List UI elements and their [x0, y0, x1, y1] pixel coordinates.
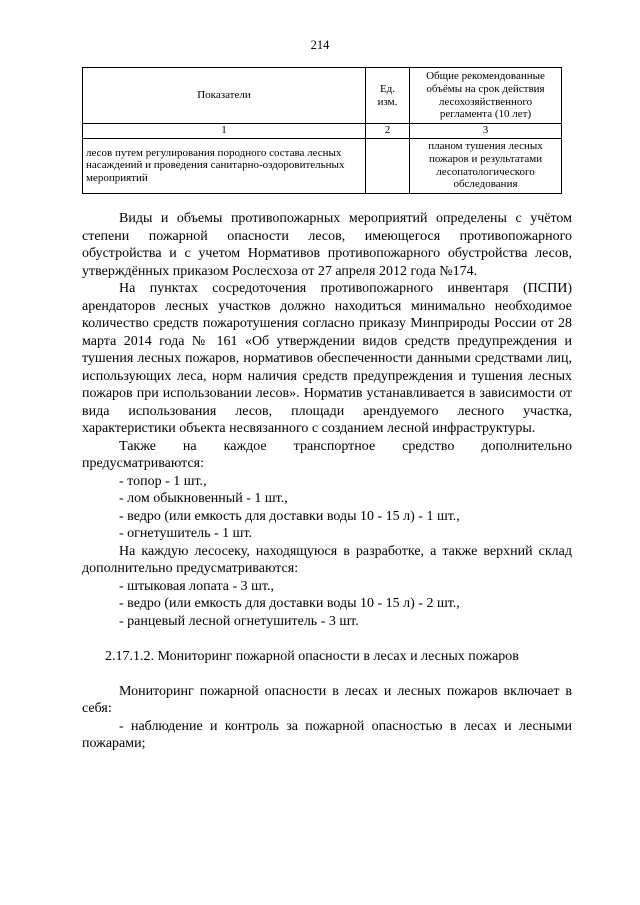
list-item: - лом обыкновенный - 1 шт.,	[119, 491, 288, 506]
list-item: - ведро (или емкость для доставки воды 10 - 15 л) - 1 шт.,	[119, 508, 460, 524]
paragraph-vehicle: Также на каждое транспортное средство дополнительно предусматриваются:	[82, 438, 572, 471]
paragraph-pspi: На пунктах сосредоточения противопожарного инвентаря (ПСПИ) арендаторов лесных участков должно находиться минимально необходимое количество средств пожаротушения согласно приказу Минприроды России от 28 марта 2014 года № 161 «Об утверждении видов средств предупреждения и тушения лесных пожаров, нормативов обеспеченности данными средствами лиц, использующих леса, норм наличия средств предупреждения и тушения лесных пожаров при использовании лесов». Норматив устанавливается в зависимости от вида использования лесов, площади арендуемого лесного участка, характеристики объекта несвязанного с созданием лесной инфраструктуры.	[82, 281, 572, 436]
column-number: 3	[410, 124, 562, 139]
list-item: - топор - 1 шт.,	[119, 473, 207, 489]
table-cell-volume: планом тушения лесных пожаров и результатами лесопатологического обследования	[410, 138, 562, 193]
section-title: 2.17.1.2. Мониторинг пожарной опасности в лесах и лесных пожаров	[105, 649, 519, 664]
table-column-numbers-row	[83, 124, 562, 139]
body-text	[82, 210, 572, 753]
list-item: - штыковая лопата - 3 шт.,	[119, 578, 274, 594]
table-cell-indicator: лесов путем регулирования породного состава лесных насаждений и проведения санитарно-оздоровительных мероприятий	[83, 138, 366, 193]
paragraph-monitoring: Мониторинг пожарной опасности в лесах и лесных пожаров включает в себя:	[82, 683, 572, 716]
header-indicators: Показатели	[83, 68, 366, 124]
header-unit: Ед. изм.	[366, 68, 410, 124]
paragraph-fire-measures: Виды и объемы противопожарных мероприятий определены с учётом степени пожарной опасности лесов, имеющегося противопожарного обустройства и с учетом Нормативов противопожарного обустройства лесов, утверждённых приказом Рослесхоза от 27 апреля 2012 года №174.	[82, 211, 572, 279]
indicators-table	[82, 67, 562, 194]
list-item: - ведро (или емкость для доставки воды 10 - 15 л) - 2 шт.,	[119, 596, 460, 611]
column-number: 2	[366, 124, 410, 139]
page-number: 214	[310, 38, 330, 52]
list-item: - ранцевый лесной огнетушитель - 3 шт.	[119, 613, 359, 629]
list-item: - огнетушитель - 1 шт.	[119, 526, 253, 541]
table-header-row	[83, 68, 562, 124]
paragraph-cutting-area: На каждую лесосеку, находящуюся в разработке, а также верхний склад дополнительно предусматриваются:	[82, 543, 572, 576]
table-row	[83, 138, 562, 193]
header-volumes: Общие рекомендованные объёмы на срок действия лесохозяйственного регламента (10 лет)	[410, 68, 562, 124]
column-number: 1	[83, 124, 366, 139]
table-cell-unit	[366, 138, 410, 193]
list-item: - наблюдение и контроль за пожарной опасностью в лесах и лесными пожарами;	[82, 718, 572, 751]
